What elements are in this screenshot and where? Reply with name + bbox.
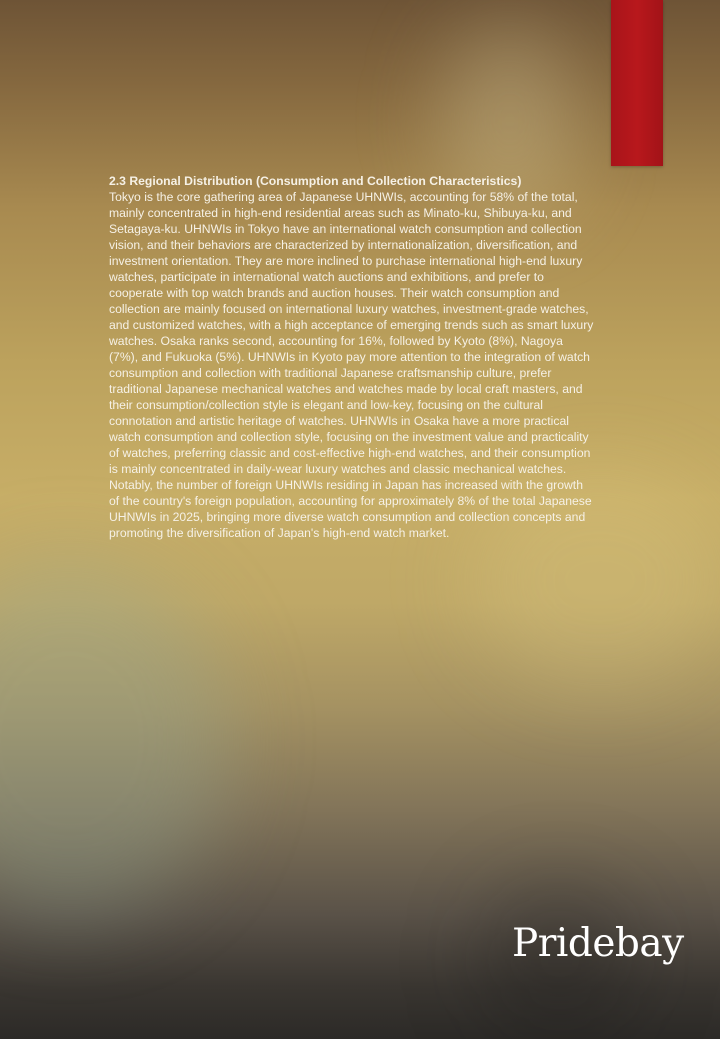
background-glow <box>0 560 230 920</box>
brand-logo: Pridebay <box>512 921 684 966</box>
section-body-paragraph: Tokyo is the core gathering area of Japanese UHNWIs, accounting for 58% of the total, mainly concentrated in high-end residential areas such as Minato-ku, Shibuya-ku, and Setagaya-ku. UHNWIs in Tokyo have an international watch consumption and collection vision, and their behaviors are characterized by internationalization, diversification, and investment orientation. They are more inclined to purchase international high-end luxury watches, participate in international watch auctions and exhibitions, and prefer to cooperate with top watch brands and auction houses. Their watch consumption and collection are mainly focused on international luxury watches, investment-grade watches, and customized watches, with a high acceptance of emerging trends such as smart luxury watches. Osaka ranks second, accounting for 16%, followed by Kyoto (8%), Nagoya (7%), and Fukuoka (5%). UHNWIs in Kyoto pay more attention to the integration of watch consumption and collection with traditional Japanese craftsmanship culture, prefer traditional Japanese mechanical watches and watches made by local craft masters, and their consumption/collection style is elegant and low-key, focusing on the cultural connotation and artistic heritage of watches. UHNWIs in Osaka have a more practical watch consumption and collection style, focusing on the investment value and practicality of watches, preferring classic and cost-effective high-end watches, and their consumption is mainly concentrated in daily-wear luxury watches and classic mechanical watches. Notably, the number of foreign UHNWIs residing in Japan has increased with the growth of the country's foreign population, accounting for approximately 8% of the total Japanese UHNWIs in 2025, bringing more diverse watch consumption and collection concepts and promoting the diversification of Japan's high-end watch market. <box>109 190 594 540</box>
bookmark-ribbon <box>611 0 663 166</box>
section-heading: 2.3 Regional Distribution (Consumption and Collection Characteristics) <box>109 174 522 188</box>
section-content <box>109 173 595 541</box>
